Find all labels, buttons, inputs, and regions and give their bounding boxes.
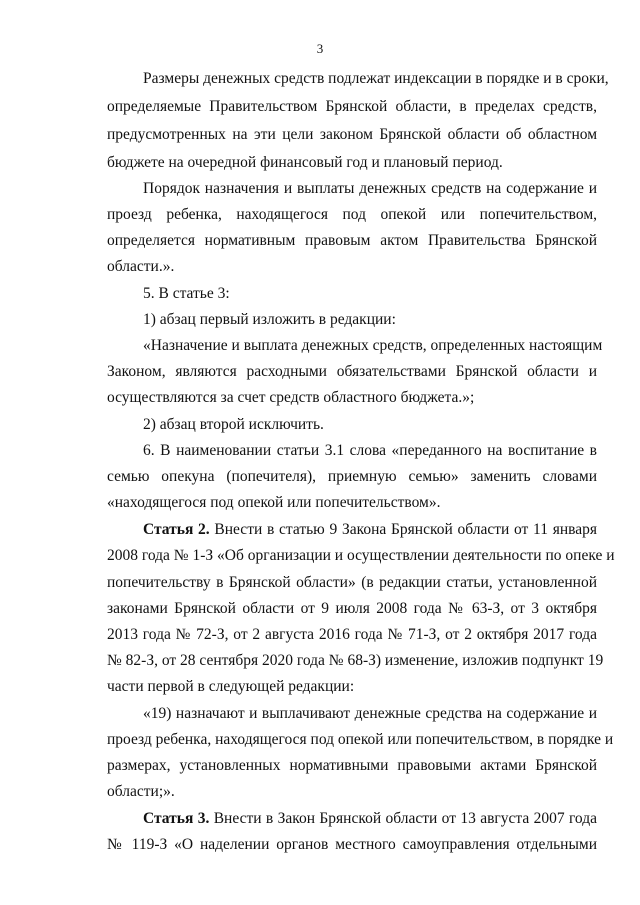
text-line: попечительству в Брянской области» (в редакции статьи, установленной xyxy=(107,574,597,591)
article-heading: Статья 2. xyxy=(143,521,210,538)
article-heading: Статья 3. xyxy=(143,810,210,827)
page-number: 3 xyxy=(316,41,324,56)
text-line: части первой в следующей редакции: xyxy=(107,678,355,695)
article-2-line xyxy=(107,521,597,539)
text-line: 6. В наименовании статьи 3.1 слова «переданного на воспитание в xyxy=(143,442,597,459)
text-line: Размеры денежных средств подлежат индексации в порядке и в сроки, xyxy=(143,70,609,87)
text-line: проезд ребенка, находящегося под опекой или попечительством, в порядке и xyxy=(107,731,614,748)
article-3-line xyxy=(107,810,597,828)
text-line: проезд ребенка, находящегося под опекой или попечительством, xyxy=(107,206,597,223)
text-line: «Назначение и выплата денежных средств, определенных настоящим xyxy=(143,337,603,354)
text-line: определяемые Правительством Брянской области, в пределах средств, xyxy=(107,98,597,115)
text-line: 1) абзац первый изложить в редакции: xyxy=(143,311,396,328)
text-line: определяется нормативным правовым актом Правительства Брянской xyxy=(107,232,597,249)
text-line: области;». xyxy=(107,783,175,800)
text-line: Внести в статью 9 Закона Брянской области от 11 января xyxy=(209,521,597,538)
text-line: 2) абзац второй исключить. xyxy=(143,416,324,433)
text-line: Порядок назначения и выплаты денежных средств на содержание и xyxy=(143,180,597,197)
text-line: «находящегося под опекой или попечительством». xyxy=(107,494,441,511)
text-line: семью опекуна (попечителя), приемную семью» заменить словами xyxy=(107,468,597,485)
text-line: № 119-З «О наделении органов местного самоуправления отдельными xyxy=(107,836,597,853)
text-line: «19) назначают и выплачивают денежные средства на содержание и xyxy=(143,705,597,722)
text-line: Внести в Закон Брянской области от 13 августа 2007 года xyxy=(209,810,597,827)
text-line: предусмотренных на эти цели законом Брянской области об областном xyxy=(107,126,597,143)
text-line: осуществляются за счет средств областного бюджета.»; xyxy=(107,389,475,406)
text-line: 2013 года № 72-З, от 2 августа 2016 года № 71-З, от 2 октября 2017 года xyxy=(107,626,597,643)
text-line: № 82-З, от 28 сентября 2020 года № 68-З) изменение, изложив подпункт 19 xyxy=(107,652,604,669)
text-line: бюджете на очередной финансовый год и плановый период. xyxy=(107,154,503,171)
text-line: законами Брянской области от 9 июля 2008 года № 63-З, от 3 октября xyxy=(107,600,597,617)
text-line: 2008 года № 1-З «Об организации и осуществлении деятельности по опеке и xyxy=(107,547,615,564)
text-line: Законом, являются расходными обязательствами Брянской области и xyxy=(107,363,597,380)
text-line: 5. В статье 3: xyxy=(143,285,230,302)
text-line: размерах, установленных нормативными правовыми актами Брянской xyxy=(107,757,597,774)
text-line: области.». xyxy=(107,258,175,275)
